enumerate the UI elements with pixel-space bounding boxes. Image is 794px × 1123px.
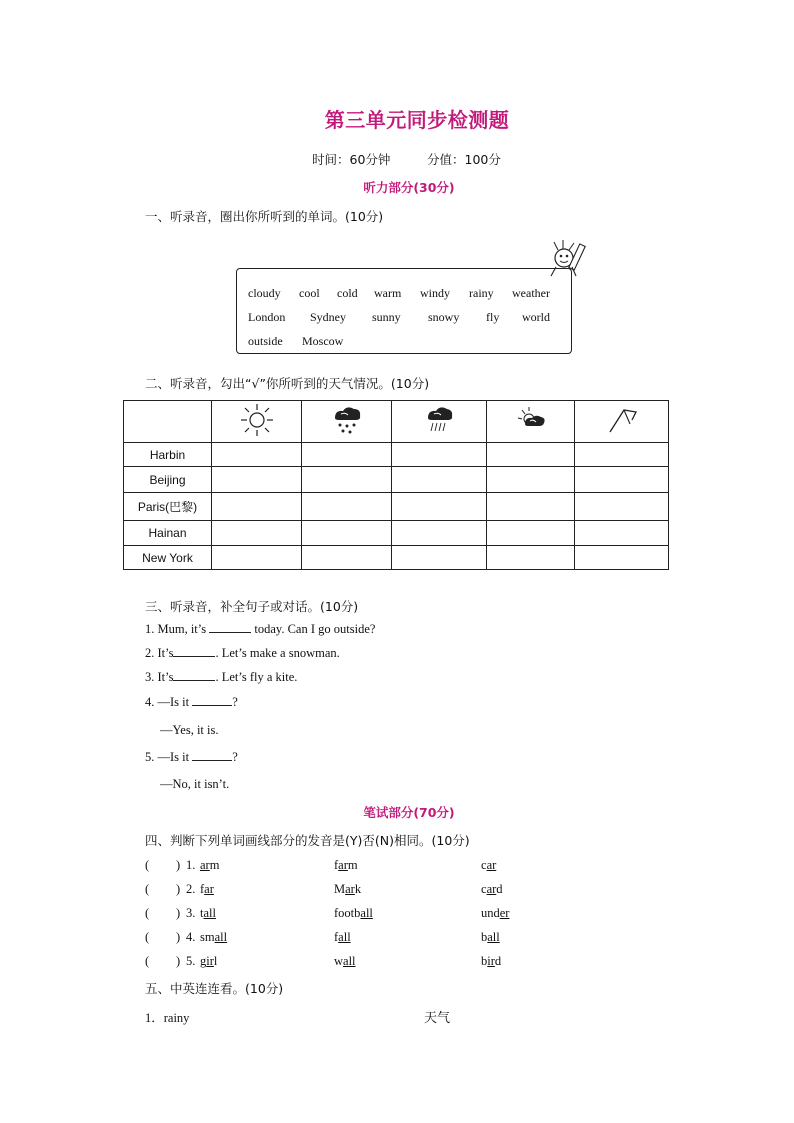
item-number: 1. bbox=[186, 858, 196, 872]
word-part-post: l bbox=[213, 954, 218, 968]
word-part-mid: all bbox=[203, 906, 216, 920]
word-part-post: m bbox=[347, 858, 358, 872]
answer-cell[interactable] bbox=[487, 443, 575, 467]
word-warm: warm bbox=[374, 286, 402, 300]
word-part-post: d bbox=[494, 954, 502, 968]
answer-blank[interactable] bbox=[192, 760, 232, 761]
exam-time: 时间：60分钟 bbox=[312, 152, 391, 167]
word-part-mid: all bbox=[343, 954, 356, 968]
q5-item-english[interactable]: 1．rainy bbox=[145, 1011, 190, 1025]
q3-sentence-4 bbox=[145, 695, 238, 710]
word-part-pre: sm bbox=[200, 930, 215, 944]
word-part-pre: g bbox=[200, 954, 207, 968]
answer-cell[interactable] bbox=[212, 521, 302, 546]
answer-paren-open: ( bbox=[145, 906, 150, 920]
answer-paren-close: ) bbox=[176, 930, 181, 944]
word-london: London bbox=[248, 310, 286, 324]
word-col-1 bbox=[200, 882, 214, 897]
answer-paren-close: ) bbox=[176, 906, 181, 920]
word-part-mid: ar bbox=[486, 858, 497, 872]
icon-cell-sun bbox=[212, 401, 302, 443]
city-harbin: Harbin bbox=[124, 443, 212, 467]
answer-cell[interactable] bbox=[487, 546, 575, 570]
answer-cell[interactable] bbox=[392, 521, 487, 546]
answer-blank[interactable] bbox=[192, 705, 232, 706]
city-paris: Paris(巴黎) bbox=[124, 493, 212, 521]
answer-paren-open: ( bbox=[145, 882, 150, 896]
word-part-mid: all bbox=[338, 930, 351, 944]
answer-paren-close: ) bbox=[176, 954, 181, 968]
word-part-mid: ar bbox=[345, 882, 355, 896]
sentence-text: ? bbox=[232, 750, 238, 764]
pencil-character-icon bbox=[544, 238, 592, 282]
answer-cell[interactable] bbox=[392, 493, 487, 521]
word-cool: cool bbox=[299, 286, 320, 300]
wind-flag-icon bbox=[604, 402, 640, 438]
answer-cell[interactable] bbox=[487, 521, 575, 546]
listening-section-header: 听力部分(30分) bbox=[363, 180, 455, 195]
word-sydney: Sydney bbox=[310, 310, 346, 324]
q3-sentence-1 bbox=[145, 622, 375, 637]
answer-paren-open: ( bbox=[145, 858, 150, 872]
q2-heading: 二、听录音，勾出“√”你所听到的天气情况。(10分) bbox=[145, 376, 430, 391]
word-col-1 bbox=[200, 954, 217, 969]
q3-sentence-5 bbox=[145, 750, 238, 765]
answer-cell[interactable] bbox=[302, 443, 392, 467]
icon-cell-rain bbox=[392, 401, 487, 443]
city-hainan: Hainan bbox=[124, 521, 212, 546]
item-number: 5. bbox=[186, 954, 196, 968]
word-col-1 bbox=[200, 858, 219, 873]
word-cold: cold bbox=[337, 286, 358, 300]
answer-cell[interactable] bbox=[575, 521, 669, 546]
word-col-3 bbox=[481, 858, 496, 873]
sentence-text: 3. It’s bbox=[145, 670, 174, 684]
word-fly: fly bbox=[486, 310, 500, 324]
item-number: 4. bbox=[186, 930, 196, 944]
sentence-text: ? bbox=[232, 695, 238, 709]
city-beijing: Beijing bbox=[124, 467, 212, 493]
answer-paren-close: ) bbox=[176, 858, 181, 872]
word-part-mid: all bbox=[487, 930, 500, 944]
sentence-text: 5. —Is it bbox=[145, 750, 190, 764]
word-part-pre: M bbox=[334, 882, 346, 896]
answer-paren-open: ( bbox=[145, 954, 150, 968]
word-part-mid: er bbox=[499, 906, 510, 920]
sentence-text: 4. —Is it bbox=[145, 695, 190, 709]
word-part-pre: t bbox=[200, 906, 204, 920]
q3-reply-5: —No, it isn’t. bbox=[160, 777, 230, 791]
word-part-post: m bbox=[209, 858, 220, 872]
answer-paren-close: ) bbox=[176, 882, 181, 896]
word-part-post: k bbox=[354, 882, 362, 896]
word-col-3 bbox=[481, 954, 501, 969]
answer-blank[interactable] bbox=[173, 680, 215, 681]
word-part-mid: ar bbox=[486, 882, 497, 896]
sun-icon bbox=[239, 402, 275, 438]
q5-item-chinese[interactable]: 天气 bbox=[424, 1011, 451, 1026]
q4-heading: 四、判断下列单词画线部分的发音是(Y)否(N)相同。(10分) bbox=[145, 833, 470, 848]
answer-slot[interactable] bbox=[153, 954, 173, 968]
answer-cell[interactable] bbox=[575, 546, 669, 570]
word-part-pre: b bbox=[481, 954, 488, 968]
word-part-pre: und bbox=[481, 906, 500, 920]
answer-cell[interactable] bbox=[212, 546, 302, 570]
answer-cell[interactable] bbox=[575, 493, 669, 521]
answer-cell[interactable] bbox=[302, 493, 392, 521]
q3-sentence-3 bbox=[145, 670, 297, 685]
word-world: world bbox=[522, 310, 550, 324]
answer-cell[interactable] bbox=[575, 467, 669, 493]
word-col-2 bbox=[334, 882, 361, 897]
q3-reply-4: —Yes, it is. bbox=[160, 723, 219, 737]
icon-cell-windy bbox=[575, 401, 669, 443]
word-part-mid: ar bbox=[338, 858, 348, 872]
page-title: 第三单元同步检测题 bbox=[324, 108, 510, 132]
q3-sentence-2 bbox=[145, 646, 340, 661]
answer-cell[interactable] bbox=[212, 467, 302, 493]
sentence-text: 1. Mum, it’s bbox=[145, 622, 207, 636]
answer-cell[interactable] bbox=[487, 493, 575, 521]
answer-cell[interactable] bbox=[392, 546, 487, 570]
icon-cell-cloudy bbox=[487, 401, 575, 443]
answer-slot[interactable] bbox=[153, 858, 173, 872]
item-number: 2. bbox=[186, 882, 196, 896]
word-part-pre: c bbox=[481, 858, 487, 872]
word-part-pre: f bbox=[334, 858, 339, 872]
word-col-1 bbox=[200, 930, 227, 945]
word-part-pre: f bbox=[334, 930, 339, 944]
word-rainy: rainy bbox=[469, 286, 494, 300]
answer-slot[interactable] bbox=[153, 906, 173, 920]
word-outside: outside bbox=[248, 334, 283, 348]
word-snowy: snowy bbox=[428, 310, 460, 324]
word-part-mid: ar bbox=[204, 882, 214, 896]
answer-cell[interactable] bbox=[575, 443, 669, 467]
answer-blank[interactable] bbox=[209, 632, 251, 633]
sentence-text: . Let’s make a snowman. bbox=[215, 646, 340, 660]
word-windy: windy bbox=[420, 286, 450, 300]
exam-score: 分值：100分 bbox=[427, 152, 501, 167]
word-col-2 bbox=[334, 858, 358, 873]
word-col-3 bbox=[481, 906, 509, 921]
word-col-2 bbox=[334, 906, 373, 921]
q5-heading: 五、中英连连看。(10分) bbox=[145, 981, 284, 996]
word-part-pre: c bbox=[481, 882, 487, 896]
word-weather: weather bbox=[512, 286, 550, 300]
answer-blank[interactable] bbox=[173, 656, 215, 657]
word-part-mid: all bbox=[214, 930, 228, 944]
word-col-2 bbox=[334, 930, 351, 945]
word-moscow: Moscow bbox=[302, 334, 344, 348]
sentence-text: . Let’s fly a kite. bbox=[215, 670, 298, 684]
answer-paren-open: ( bbox=[145, 930, 150, 944]
word-col-2 bbox=[334, 954, 356, 969]
answer-slot[interactable] bbox=[153, 882, 173, 896]
weather-table bbox=[123, 400, 669, 570]
word-cloudy: cloudy bbox=[248, 286, 281, 300]
word-part-pre: f bbox=[200, 882, 205, 896]
word-part-mid: all bbox=[360, 906, 373, 920]
answer-cell[interactable] bbox=[212, 443, 302, 467]
sentence-text: 2. It’s bbox=[145, 646, 174, 660]
answer-cell[interactable] bbox=[302, 521, 392, 546]
word-part-pre: w bbox=[334, 954, 344, 968]
word-sunny: sunny bbox=[372, 310, 401, 324]
word-part-post: d bbox=[496, 882, 503, 896]
sentence-text: today. Can I go outside? bbox=[254, 622, 376, 636]
word-col-3 bbox=[481, 882, 503, 897]
q1-heading: 一、听录音，圈出你所听到的单词。(10分) bbox=[145, 209, 384, 224]
answer-cell[interactable] bbox=[392, 467, 487, 493]
answer-cell[interactable] bbox=[487, 467, 575, 493]
word-part-pre: footb bbox=[334, 906, 361, 920]
q3-heading: 三、听录音，补全句子或对话。(10分) bbox=[145, 599, 359, 614]
word-part-mid: ir bbox=[487, 954, 495, 968]
icon-cell-snow bbox=[302, 401, 392, 443]
table-corner-cell bbox=[124, 401, 212, 443]
cloud-sun-icon bbox=[513, 402, 549, 438]
item-number: 3. bbox=[186, 906, 196, 920]
answer-cell[interactable] bbox=[212, 493, 302, 521]
answer-slot[interactable] bbox=[153, 930, 173, 944]
word-part-pre: b bbox=[481, 930, 488, 944]
word-part-mid: ar bbox=[200, 858, 210, 872]
rain-cloud-icon bbox=[421, 402, 457, 438]
word-part-mid: ir bbox=[206, 954, 214, 968]
snow-cloud-icon bbox=[329, 402, 365, 438]
answer-cell[interactable] bbox=[302, 467, 392, 493]
word-col-1 bbox=[200, 906, 216, 921]
city-new-york: New York bbox=[124, 546, 212, 570]
writing-section-header: 笔试部分(70分) bbox=[363, 805, 455, 820]
answer-cell[interactable] bbox=[392, 443, 487, 467]
answer-cell[interactable] bbox=[302, 546, 392, 570]
word-col-3 bbox=[481, 930, 500, 945]
